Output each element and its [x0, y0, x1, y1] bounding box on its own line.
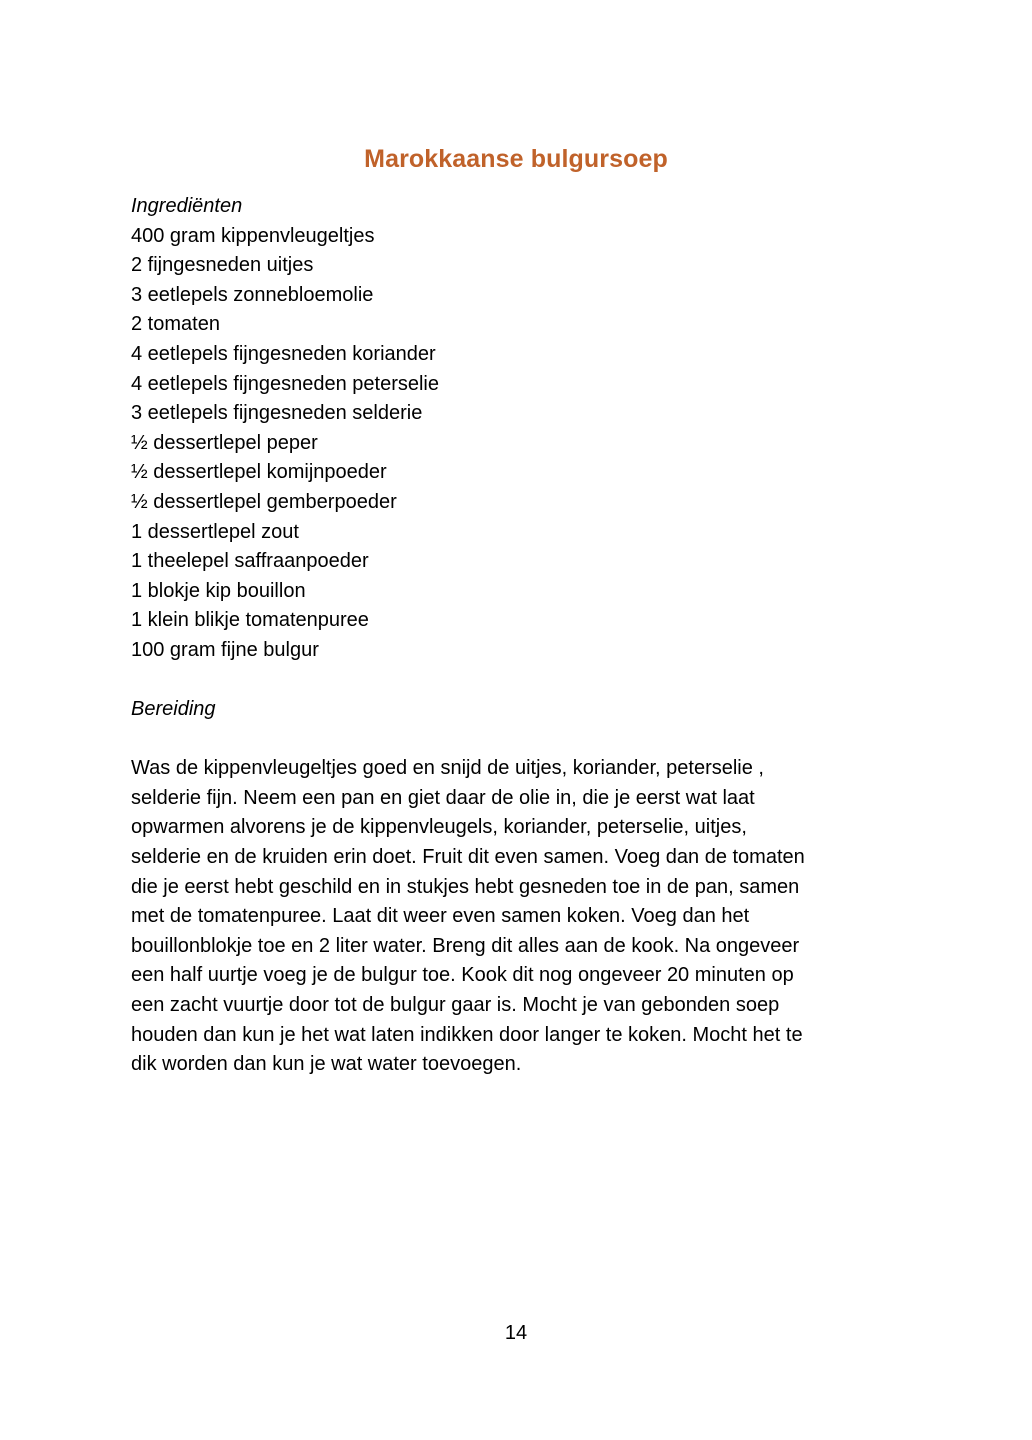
- ingredient-list: [131, 222, 901, 666]
- ingredient-item: 1 theelepel saffraanpoeder: [131, 550, 369, 573]
- method-line: een zacht vuurtje door tot de bulgur gaar is. Mocht je van gebonden soep: [131, 994, 780, 1017]
- ingredient-item: 2 fijngesneden uitjes: [131, 254, 314, 277]
- spacer: [131, 666, 901, 696]
- ingredient-item: 3 eetlepels zonnebloemolie: [131, 283, 374, 306]
- method-line: dik worden dan kun je wat water toevoegen.: [131, 1053, 522, 1076]
- ingredient-item: 4 eetlepels fijngesneden peterselie: [131, 372, 439, 395]
- method-line: een half uurtje voeg je de bulgur toe. Kook dit nog ongeveer 20 minuten op: [131, 964, 794, 987]
- page-number: 14: [504, 1322, 528, 1344]
- method-paragraph: [131, 754, 901, 1080]
- method-line: opwarmen alvorens je de kippenvleugels, koriander, peterselie, uitjes,: [131, 816, 747, 839]
- method-line: houden dan kun je het wat laten indikken door langer te koken. Mocht het te: [131, 1023, 803, 1046]
- page-title: Marokkaanse bulgursoep: [364, 144, 668, 173]
- method-heading: Bereiding: [131, 698, 216, 721]
- ingredients-heading: Ingrediënten: [131, 195, 243, 217]
- method-line: bouillonblokje toe en 2 liter water. Breng dit alles aan de kook. Na ongeveer: [131, 934, 800, 957]
- method-line: Was de kippenvleugeltjes goed en snijd de uitjes, koriander, peterselie ,: [131, 757, 764, 780]
- ingredient-item: 2 tomaten: [131, 313, 220, 336]
- ingredient-item: ½ dessertlepel gemberpoeder: [131, 490, 397, 513]
- ingredient-item: ½ dessertlepel peper: [131, 431, 318, 454]
- recipe-content: [131, 192, 901, 1080]
- ingredient-item: ½ dessertlepel komijnpoeder: [131, 461, 387, 484]
- method-line: die je eerst hebt geschild en in stukjes hebt gesneden toe in de pan, samen: [131, 875, 800, 898]
- method-line: selderie fijn. Neem een pan en giet daar de olie in, die je eerst wat laat: [131, 786, 755, 809]
- ingredient-item: 4 eetlepels fijngesneden koriander: [131, 342, 436, 365]
- ingredient-item: 1 dessertlepel zout: [131, 520, 299, 543]
- ingredient-item: 1 blokje kip bouillon: [131, 579, 306, 602]
- ingredient-item: 1 klein blikje tomatenpuree: [131, 609, 369, 632]
- ingredient-item: 3 eetlepels fijngesneden selderie: [131, 402, 423, 425]
- spacer: [131, 725, 901, 755]
- method-line: met de tomatenpuree. Laat dit weer even samen koken. Voeg dan het: [131, 905, 750, 928]
- method-line: selderie en de kruiden erin doet. Fruit dit even samen. Voeg dan de tomaten: [131, 846, 805, 869]
- ingredient-item: 400 gram kippenvleugeltjes: [131, 224, 375, 247]
- ingredient-item: 100 gram fijne bulgur: [131, 638, 319, 661]
